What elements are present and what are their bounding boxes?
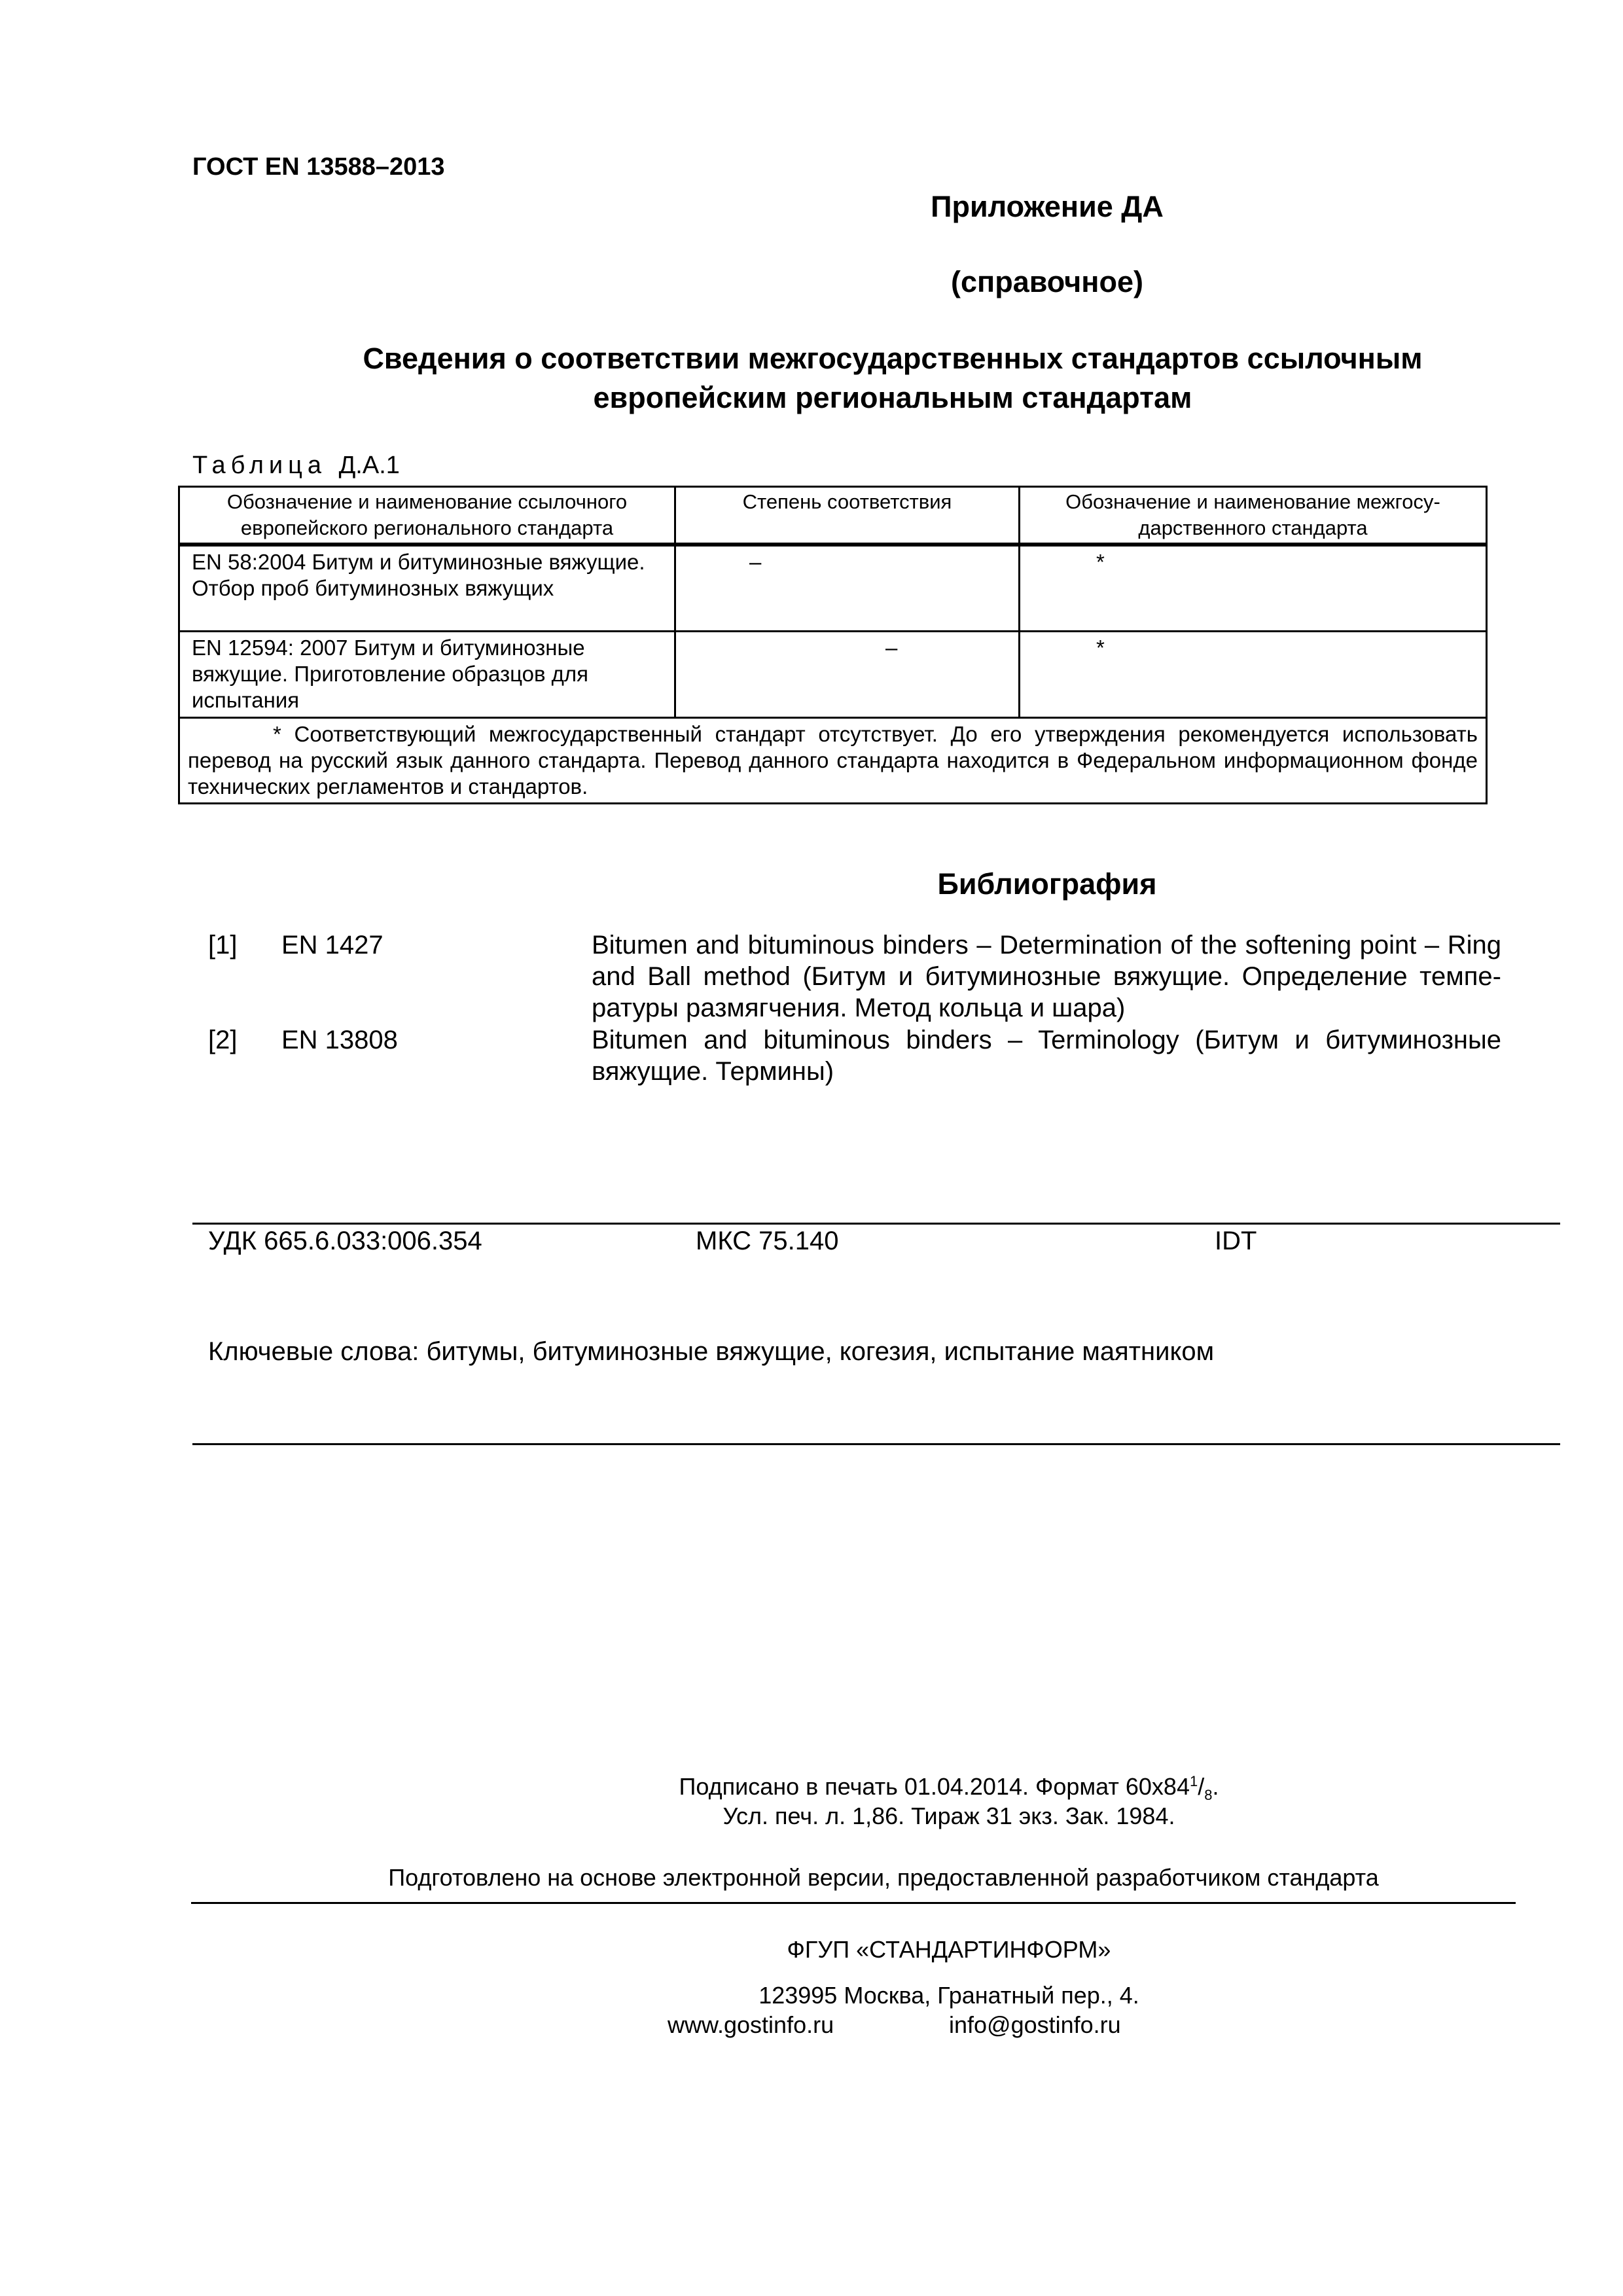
table-cell-national: *	[1020, 631, 1487, 717]
imprint-format-denominator: 8	[1204, 1787, 1213, 1804]
document-header: ГОСТ EN 13588–2013	[192, 153, 445, 181]
imprint-signed-text: Подписано в печать 01.04.2014. Формат 60x84	[679, 1773, 1190, 1800]
bibliography-item-code: EN 1427	[281, 931, 383, 960]
divider	[192, 1443, 1560, 1445]
table-header-reference: Обозначение и наименование ссылочного европейского регионального стандарта	[179, 487, 675, 545]
table-caption-number: Д.А.1	[338, 452, 400, 479]
annex-subject	[192, 339, 1593, 418]
imprint-publisher: ФГУП «СТАНДАРТИНФОРМ»	[787, 1936, 1111, 1963]
table-header-degree: Степень соответствия	[675, 487, 1020, 545]
table-cell-degree: –	[675, 631, 1020, 717]
table-cell-reference: EN 58:2004 Битум и битуминозные вяжущие. Отбор проб битуминозных вяжущих	[179, 545, 675, 631]
imprint-website-link[interactable]: www.gostinfo.ru	[668, 2011, 834, 2038]
annex-subject-line-2: европейским региональным стандартам	[593, 381, 1192, 414]
divider	[192, 1223, 1560, 1225]
bibliography-item-code: EN 13808	[281, 1026, 398, 1054]
table-footnote	[179, 717, 1487, 803]
bibliography-item-number: [1]	[208, 931, 238, 960]
divider	[191, 1902, 1516, 1904]
correspondence-table	[178, 486, 1488, 804]
annex-subject-line-1: Сведения о соответствии межгосударственных стандартов ссылочным	[363, 342, 1423, 375]
table-header-national: Обозначение и наименование межгосударственного стандарта	[1020, 487, 1487, 545]
imprint-print-run: Усл. печ. л. 1,86. Тираж 31 экз. Зак. 1984.	[722, 1803, 1175, 1829]
table-row	[179, 545, 1487, 631]
table-cell-national: *	[1020, 545, 1487, 631]
equivalence-code: IDT	[1215, 1227, 1257, 1255]
table-cell-reference: EN 12594: 2007 Битум и битуминозные вяжущие. Приготовление образцов для испытания	[179, 631, 675, 717]
udk-code: УДК 665.6.033:006.354	[208, 1227, 482, 1255]
annex-title: Приложение ДА	[931, 190, 1164, 223]
bibliography-item-number: [2]	[208, 1026, 238, 1054]
imprint-signed: Подписано в печать 01.04.2014. Формат $60x84^1/_8$.	[679, 1773, 1219, 1804]
imprint-email-link[interactable]: info@gostinfo.ru	[949, 2011, 1121, 2038]
table-cell-degree: –	[675, 545, 1020, 631]
table-footnote-row	[179, 717, 1487, 803]
imprint-prepared: Подготовлено на основе электронной версии, предоставленной разработчиком стандарта	[388, 1864, 1379, 1891]
table-header-row	[179, 487, 1487, 545]
bibliography-item-description: Bitumen and bituminous binders – Determination of the softening point – Ring and Ball method (Битум и битуминозные вяжущие. Определение температуры размягчения. Метод кольца и шара)	[592, 931, 1501, 1022]
table-caption	[192, 452, 400, 480]
imprint-address: 123995 Москва, Гранатный пер., 4.	[758, 1982, 1139, 2009]
table-row	[179, 631, 1487, 717]
bibliography-item-description: Bitumen and bituminous binders – Terminology (Битум и битуминозные вяжущие. Термины)	[592, 1026, 1501, 1086]
keywords: Ключевые слова: битумы, битуминозные вяжущие, когезия, испытание маятником	[208, 1337, 1215, 1366]
bibliography-title: Библиография	[937, 867, 1157, 901]
imprint-format-numerator: 1	[1189, 1773, 1198, 1789]
mks-code: МКС 75.140	[696, 1227, 839, 1255]
annex-status: (справочное)	[951, 265, 1143, 298]
table-caption-label: Таблица	[192, 452, 327, 479]
table-footnote-text: * Соответствующий межгосударственный стандарт отсутствует. До его утверждения рекомендуется использовать перевод на русский язык данного стандарта. Перевод данного стандарта находится в Федеральном информационном фонде технических регламентов и стандартов.	[188, 721, 1478, 798]
